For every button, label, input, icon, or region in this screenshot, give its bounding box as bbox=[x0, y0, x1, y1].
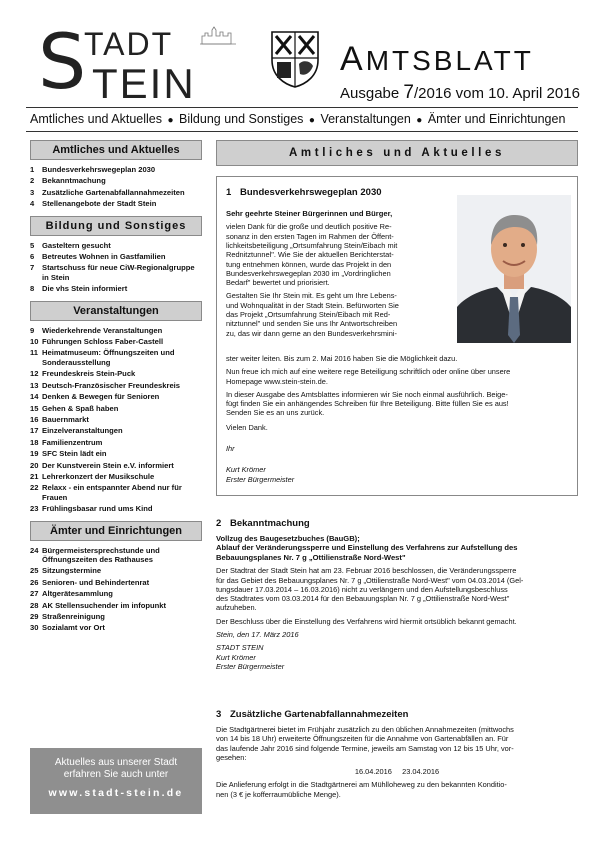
toc-entry-number: 19 bbox=[30, 449, 39, 459]
toc-entry[interactable] bbox=[30, 426, 202, 435]
toc-entry-title: Altgerätesammlung bbox=[42, 589, 113, 599]
toc-entry-title: Bekanntmachung bbox=[42, 176, 106, 186]
toc-entry[interactable] bbox=[30, 199, 202, 208]
article-1-line: In dieser Ausgabe des Amtsblattes informieren wir Sie noch einmal ausführlich. Beige- bbox=[226, 389, 508, 399]
article-1-thanks: Vielen Dank. bbox=[226, 422, 268, 432]
article-3-line: nen (3 € je kofferraumübliche Menge). bbox=[216, 789, 341, 799]
toc-entry-title: Der Kunstverein Stein e.V. informiert bbox=[42, 460, 174, 470]
toc-entry-title: Lehrerkonzert der Musikschule bbox=[42, 471, 155, 481]
article-3-line: Die Anlieferung erfolgt in die Stadtgärtnerei am Mühlloheweg zu den bekannten Konditio- bbox=[216, 780, 507, 790]
nav-bullet: ● bbox=[308, 115, 315, 126]
toc-entry-number: 17 bbox=[30, 426, 39, 436]
article-1-closing: Ihr bbox=[226, 444, 235, 454]
article-3-title: 3 Zusätzliche Gartenabfallannahmezeiten bbox=[216, 709, 409, 720]
toc-entry-number: 25 bbox=[30, 566, 39, 576]
toc-entry[interactable] bbox=[30, 284, 202, 293]
promo-line-2: erfahren Sie auch unter bbox=[63, 769, 169, 780]
toc-entry[interactable] bbox=[30, 546, 202, 565]
toc-entry-title: Heimatmuseum: Öffnungszeiten und Sonderausstellung bbox=[42, 348, 175, 367]
toc-entry[interactable] bbox=[30, 369, 202, 378]
toc-entry[interactable] bbox=[30, 483, 202, 502]
toc-section-header: Ämter und Einrichtungen bbox=[30, 521, 202, 541]
toc-entry[interactable] bbox=[30, 449, 202, 458]
logo-word-stadt: TADT bbox=[84, 26, 174, 62]
article-1-line: vielen Dank für die große und deutlich positive Re- bbox=[226, 222, 392, 232]
toc-entry-number: 14 bbox=[30, 392, 39, 402]
article-1-line: ster weiter leiten. Bis zum 2. Mai 2016 haben Sie die Möglichkeit dazu. bbox=[226, 354, 458, 363]
logo-word-stein: TEIN bbox=[92, 60, 196, 107]
toc-entry[interactable] bbox=[30, 589, 202, 598]
toc-entry-number: 9 bbox=[30, 325, 35, 335]
logo-letter-s: S bbox=[38, 17, 87, 106]
toc-entry[interactable] bbox=[30, 252, 202, 261]
article-2-line: für das Gebiet des Bebauungsplanes Nr. 7 g „Ottilienstraße Nord-West" vom 04.03.2014 (Gel- bbox=[216, 575, 524, 585]
article-1-line: tung entnehmen können, wurde das Projekt in den bbox=[226, 259, 392, 269]
article-2-title: 2 Bekanntmachung bbox=[216, 518, 310, 529]
toc-entry-title: Freundeskreis Stein-Puck bbox=[42, 369, 136, 379]
article-bekanntmachung bbox=[216, 518, 578, 671]
article-2-sig-line: STADT STEIN bbox=[216, 643, 264, 653]
toc-entry-number: 15 bbox=[30, 403, 39, 413]
toc-entry-number: 10 bbox=[30, 337, 39, 347]
mayor-portrait-photo bbox=[457, 195, 571, 343]
nav-link-amtliches[interactable]: Amtliches und Aktuelles bbox=[30, 112, 163, 126]
article-1-line: nitztunnel" und senden Sie uns Ihr Antwortschreiben bbox=[226, 319, 398, 329]
toc-entry-number: 23 bbox=[30, 504, 39, 514]
toc-entry[interactable] bbox=[30, 263, 202, 282]
toc-entry-title: Die vhs Stein informiert bbox=[42, 284, 128, 294]
toc-entry-title: Zusätzliche Gartenabfallannahmezeiten bbox=[42, 187, 185, 197]
category-nav bbox=[30, 112, 590, 126]
article-1-line: Homepage www.stein-stein.de. bbox=[226, 376, 328, 386]
toc-entry-title: Senioren- und Behindertenrat bbox=[42, 577, 150, 587]
article-1-line: Senden Sie es an uns zurück. bbox=[226, 408, 325, 418]
article-3-dates: 16.04.2016 23.04.2016 bbox=[354, 767, 440, 777]
toc-entry-number: 16 bbox=[30, 414, 39, 424]
article-2-line: des Stadtrates vom 03.03.2014 für den Bebauungsplan Nr. 7 g „Ottilienstraße Nord-West" bbox=[216, 594, 510, 604]
toc-entry-title: Familienzentrum bbox=[42, 437, 103, 447]
toc-entry-title: Relaxx - ein entspannter Abend nur für Frauen bbox=[42, 483, 182, 502]
coat-of-arms-icon bbox=[270, 30, 320, 88]
toc-entry-number: 7 bbox=[30, 263, 35, 273]
toc-entry[interactable] bbox=[30, 392, 202, 401]
main-content bbox=[216, 140, 578, 166]
toc-entry-number: 30 bbox=[30, 623, 39, 633]
toc-section-header: Amtliches und Aktuelles bbox=[30, 140, 202, 160]
article-2-sig-line: Erster Bürgermeister bbox=[216, 661, 285, 671]
promo-line-1: Aktuelles aus unserer Stadt bbox=[54, 757, 178, 768]
toc-entry-number: 13 bbox=[30, 380, 39, 390]
header-rule-top bbox=[26, 107, 578, 108]
article-1-line: fügt finden Sie ein anhängendes Schreiben für Ihre Beteiligung. Bitte füllen Sie es aus! bbox=[226, 399, 509, 409]
toc-entry[interactable] bbox=[30, 176, 202, 185]
article-1-body bbox=[226, 354, 570, 484]
toc-entry-title: AK Stellensuchender im infopunkt bbox=[42, 600, 167, 610]
article-2-date: Stein, den 17. März 2016 bbox=[216, 630, 299, 639]
toc-entry[interactable] bbox=[30, 326, 202, 335]
toc-entry-title: Bürgermeistersprechstunde und Öffnungszeiten des Rathauses bbox=[42, 545, 160, 564]
toc-entry[interactable] bbox=[30, 415, 202, 424]
table-of-contents bbox=[30, 140, 202, 640]
article-1-line: Nun freue ich mich auf eine weitere rege Beteiligung schriftlich oder online über unsere bbox=[226, 367, 511, 377]
toc-entry-number: 22 bbox=[30, 483, 39, 493]
article-1-line: Gestalten Sie Ihr Stein mit. Es geht um Ihre Lebens- bbox=[226, 291, 397, 301]
toc-entry-title: Bundesverkehrswegeplan 2030 bbox=[42, 165, 156, 174]
nav-bullet: ● bbox=[167, 115, 174, 126]
article-1-line: Rednitztunnel". Wie Sie der aktuellen Berichterstat- bbox=[226, 250, 394, 260]
toc-entry[interactable] bbox=[30, 578, 202, 587]
masthead bbox=[0, 0, 600, 126]
toc-entry-title: Bauernmarkt bbox=[42, 414, 89, 424]
toc-entry-title: Deutsch-Französischer Freundeskreis bbox=[42, 380, 181, 390]
issue-line: Ausgabe 7/2016 vom 10. April 2016 bbox=[340, 82, 580, 103]
toc-entry-number: 11 bbox=[30, 348, 39, 358]
toc-entry[interactable] bbox=[30, 472, 202, 481]
stadt-stein-logo[interactable] bbox=[38, 14, 238, 107]
article-1-signer: Kurt Krömer bbox=[226, 465, 266, 475]
article-2-line: tungsdauer 17.03.2014 – 16.03.2016) nicht zu verlängern und den Aufstellungsbeschluss bbox=[216, 584, 508, 594]
publication-title: AMTSBLATT bbox=[340, 40, 534, 78]
toc-entry-title: Frühlingsbasar rund ums Kind bbox=[42, 504, 153, 514]
article-1-line: Bundesverkehrswegeplan 2030 im „Vordringlichen bbox=[226, 268, 391, 278]
nav-bullet: ● bbox=[416, 115, 423, 126]
toc-entry-number: 1 bbox=[30, 165, 35, 174]
toc-entry[interactable] bbox=[30, 404, 202, 413]
article-2-para: Der Beschluss über die Einstellung des Verfahrens wird hiermit ortsüblich bekannt gemacht. bbox=[216, 616, 517, 626]
toc-entry[interactable] bbox=[30, 381, 202, 390]
toc-entry-title: Denken & Bewegen für Senioren bbox=[42, 392, 160, 402]
article-bundesverkehrswegeplan bbox=[216, 176, 578, 496]
website-promo-box[interactable] bbox=[30, 748, 202, 814]
toc-entry-title: SFC Stein lädt ein bbox=[42, 449, 107, 459]
article-2-line: Der Stadtrat der Stadt Stein hat am 23. Februar 2016 beschlossen, die Veränderungssperre bbox=[216, 566, 517, 576]
nav-link-bildung[interactable]: Bildung und Sonstiges bbox=[179, 112, 304, 126]
article-1-signer-role: Erster Bürgermeister bbox=[226, 474, 295, 484]
toc-entry-title: Stellenangebote der Stadt Stein bbox=[42, 199, 157, 209]
article-gartenabfall bbox=[216, 709, 578, 799]
toc-entry-title: Gehen & Spaß haben bbox=[42, 403, 119, 413]
article-1-line: das Projekt „Ortsumfahrung Stein/Eibach mit Red- bbox=[226, 310, 391, 320]
toc-entry-title: Gasteltern gesucht bbox=[42, 240, 111, 250]
toc-entry-number: 21 bbox=[30, 471, 39, 481]
toc-entry-title: Führungen Schloss Faber-Castell bbox=[42, 337, 164, 347]
castle-icon bbox=[200, 26, 236, 46]
toc-entry-number: 8 bbox=[30, 284, 35, 294]
toc-section-header: Veranstaltungen bbox=[30, 301, 202, 321]
toc-entry-title: Startschuss für neue CiW-Regionalgruppe in Stein bbox=[42, 263, 195, 282]
article-1-line: und Wohnqualität in der Stadt Stein. Befürworten Sie bbox=[226, 300, 399, 310]
article-2-subject-line: Ablauf der Veränderungssperre und Einstellung des Verfahrens zur Aufstellung des bbox=[216, 543, 518, 553]
toc-entry-number: 5 bbox=[30, 240, 35, 250]
toc-entry-title: Sozialamt vor Ort bbox=[42, 623, 105, 633]
nav-link-aemter[interactable]: Ämter und Einrichtungen bbox=[427, 112, 566, 126]
toc-entry[interactable] bbox=[30, 461, 202, 470]
toc-entry-number: 12 bbox=[30, 369, 39, 379]
toc-entry-number: 20 bbox=[30, 460, 39, 470]
article-2-sig-line: Kurt Krömer bbox=[216, 652, 256, 662]
toc-entry[interactable] bbox=[30, 438, 202, 447]
article-1-line: sonanz in den ersten Tagen im Rahmen der Öffent- bbox=[226, 231, 394, 241]
main-section-title: Amtliches und Aktuelles bbox=[216, 140, 578, 166]
toc-entry-title: Straßenreinigung bbox=[42, 612, 105, 621]
article-1-line: zu, das wir dann gerne an den Bundesverkehrsmini- bbox=[226, 328, 397, 338]
toc-entry[interactable] bbox=[30, 337, 202, 346]
toc-entry-number: 6 bbox=[30, 252, 35, 262]
toc-entry[interactable] bbox=[30, 504, 202, 513]
toc-entry[interactable] bbox=[30, 165, 202, 174]
toc-section-header: Bildung und Sonstiges bbox=[30, 216, 202, 236]
header-rule-bottom bbox=[26, 131, 578, 132]
toc-entry[interactable] bbox=[30, 623, 202, 632]
article-1-line: lichkeitsbeteiligung „Ortsumfahrung Stein/Eibach mit bbox=[226, 241, 398, 250]
toc-entry[interactable] bbox=[30, 601, 202, 610]
toc-entry-number: 29 bbox=[30, 612, 39, 621]
toc-entry[interactable] bbox=[30, 188, 202, 197]
toc-entry-number: 4 bbox=[30, 199, 35, 209]
toc-entry[interactable] bbox=[30, 348, 202, 367]
article-3-line: das laufende Jahr 2016 sind folgende Termine, jeweils am Samstag von 12 bis 15 Uhr, vor- bbox=[216, 743, 514, 753]
toc-entry-number: 28 bbox=[30, 600, 39, 610]
article-1-intro bbox=[226, 209, 452, 338]
toc-entry[interactable] bbox=[30, 241, 202, 250]
article-2-subject-line: Vollzug des Baugesetzbuches (BauGB); bbox=[216, 534, 360, 543]
article-1-line: Bedarf" bewertet und priorisiert. bbox=[226, 278, 330, 288]
toc-entry-title: Betreutes Wohnen in Gastfamilien bbox=[42, 252, 166, 262]
toc-entry-number: 24 bbox=[30, 545, 39, 555]
toc-entry-title: Wiederkehrende Veranstaltungen bbox=[42, 325, 163, 335]
toc-entry[interactable] bbox=[30, 566, 202, 575]
promo-url-link[interactable]: www.stadt-stein.de bbox=[48, 787, 184, 799]
nav-link-veranstaltungen[interactable]: Veranstaltungen bbox=[320, 112, 411, 126]
toc-entry-number: 27 bbox=[30, 589, 39, 599]
toc-entry-number: 18 bbox=[30, 437, 39, 447]
toc-entry-number: 26 bbox=[30, 577, 39, 587]
article-3-line: von 14 bis 18 Uhr) erweiterte Öffnungszeiten für die Annahme von Gartenabfällen an. Für bbox=[216, 734, 509, 744]
article-2-subject-line: Bebauungsplanes Nr. 7 g „Ottilienstraße Nord-West" bbox=[216, 552, 406, 562]
article-2-line: aufzuheben. bbox=[216, 603, 257, 613]
toc-entry-title: Sitzungstermine bbox=[42, 566, 102, 576]
article-1-title: 1 Bundesverkehrswegeplan 2030 bbox=[226, 187, 382, 198]
toc-entry-title: Einzelveranstaltungen bbox=[42, 426, 123, 436]
article-3-line: gesehen: bbox=[216, 752, 247, 762]
toc-entry-number: 2 bbox=[30, 176, 35, 186]
portrait-illustration bbox=[457, 195, 571, 343]
article-1-greeting: Sehr geehrte Steiner Bürgerinnen und Bürger, bbox=[226, 209, 393, 218]
article-3-line: Die Stadtgärtnerei bietet im Frühjahr zusätzlich zu den üblichen Annahmezeiten (mittwochs bbox=[216, 725, 514, 734]
toc-entry[interactable] bbox=[30, 612, 202, 621]
toc-entry-number: 3 bbox=[30, 187, 35, 197]
